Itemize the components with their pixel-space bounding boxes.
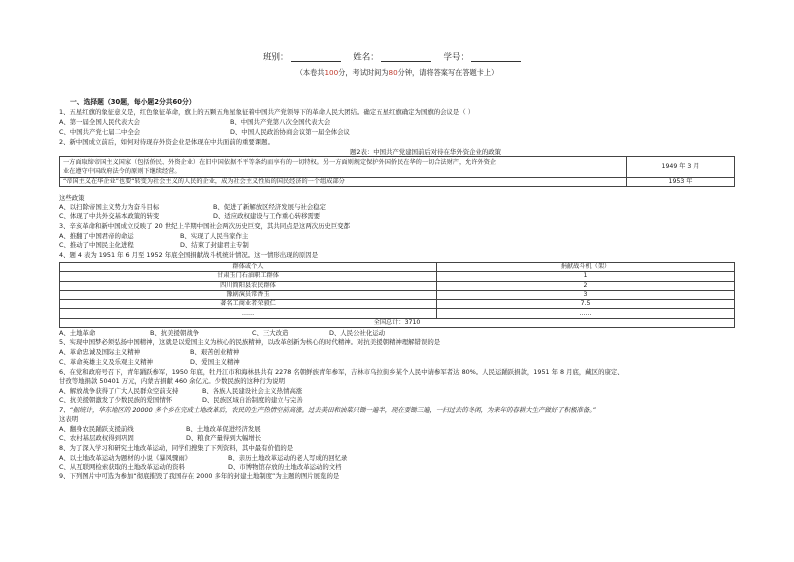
q2-stem: 2、新中国成立前后，如何对待现存外资企业是体现在中共面前的重要课题。 [59,138,274,146]
table-row [60,157,735,178]
q3-option-d[interactable]: D、结束了封建君主专制 [180,241,249,249]
q1-option-d[interactable]: D、中国人民政治协商会议第一届全体会议 [230,128,350,136]
table-row: 著名工商业者荣毅仁 7.5 [60,300,735,309]
q3-stem: 3、辛亥革命和新中国成立反映了 20 世纪上半期中国社会两次历史巨变，其共同点是这两次历史巨变都 [59,222,351,230]
table-row: 甘肃玉门石油职工群体 1 [60,272,735,281]
q7-option-a[interactable]: A、翻身农民踊跃支援前线 [59,425,134,433]
q1-option-b[interactable]: B、中国共产党第八次全国代表大会 [230,118,331,126]
q7-option-c[interactable]: C、农村基层政权得到巩固 [59,434,134,442]
q2-policy-table [59,156,735,187]
q4-option-d[interactable]: D、人民公社化运动 [329,329,386,337]
q7-option-d[interactable]: D、粮食产量得到大幅增长 [186,434,262,442]
q5-option-d[interactable]: D、爱国主义精神 [190,358,240,366]
table-row: …… …… [60,309,735,318]
q4-option-c[interactable]: C、三大改造 [252,329,289,337]
q2-row2-policy: “帝国主义在华企业”也要“转变为社会主义的人民的企业，成为社会主义性质的国民经济的一个组成部分 [60,178,627,187]
table-row [60,318,735,327]
q4-option-a[interactable]: A、土地革命 [59,329,96,337]
q2-option-b[interactable]: B、促进了新解放区经济发展与社会稳定 [213,203,327,211]
q4-col-planes: 捐献战斗机（架） [437,263,735,272]
q6-option-c[interactable]: C、抗美援朝激发了少数民族的爱国情怀 [59,396,173,404]
q8-stem: 8、为了深入学习和研究土地改革运动，同学们搜集了下列资料，其中最有价值的是 [59,444,294,452]
name-blank[interactable] [381,53,431,62]
exam-note: （本卷共100分，考试时间为80分钟，请将答案写在答题卡上） [295,68,499,77]
q4-total: 全国总计：3710 [60,318,735,327]
q8-option-b[interactable]: B、亲历土地改革运动的老人写成的回忆录 [228,454,348,462]
table-row: 豫剧演员常香玉 3 [60,290,735,299]
exam-minutes: 80 [388,68,398,77]
q6-option-b[interactable]: B、各族人民建设社会主义热情高涨 [202,387,303,395]
q6-option-a[interactable]: A、解放战争获得了广大人民群众空前支持 [59,387,179,395]
q2-option-c[interactable]: C、体现了中共外交基本政策的转变 [59,212,160,220]
q2-row1-policy: 一方面取缔帝国主义国家（包括侨民、外资企业）在旧中国依据不平等条约而享有的一切特权。另一方面则规定保护外国侨民在华的一切合法财产，允许外资企 业在遵守中国政府法令的原则下继续经营。 [60,157,627,178]
q1-option-a[interactable]: A、第一届全国人民代表大会 [59,118,141,126]
q6-option-d[interactable]: D、民族区域自治制度的建立与完善 [202,396,303,404]
q2-row2-date: 1953 年 [627,178,735,187]
q5-option-b[interactable]: B、艰苦创业精神 [190,348,240,356]
q2-tail: 这些政策 [59,194,85,202]
q1-stem: 1、五星红旗的象征意义是，红色象征革命，旗上的五颗五角星象征着中国共产党领导下的革命人民大团结。确定五星红旗确定为国旗的会议是（ ） [59,108,475,116]
student-info-line [0,53,794,62]
q3-option-b[interactable]: B、实现了人民当家作主 [180,232,249,240]
q4-stem: 4、题 4 表为 1951 年 6 月至 1952 年底全国捐献战斗机统计情况。这一情形出现的原因是 [59,251,319,259]
q5-option-a[interactable]: A、革命忠诚及国际主义精神 [59,348,141,356]
q8-option-a[interactable]: A、以土地改革运动为题材的小说《暴风骤雨》 [59,454,192,462]
total-score: 100 [324,68,339,77]
q1-option-c[interactable]: C、中国共产党七届二中全会 [59,128,141,136]
table-row [60,263,735,272]
q2-table-caption: 题2表：中国共产党建国前后对待在华外资企业的政策 [350,147,502,156]
name-label: 姓名： [353,52,379,63]
q4-option-b[interactable]: B、抗美援朝战争 [150,329,200,337]
section-title: 一、选择题（30题，每小题2分共60分） [70,98,196,106]
q9-stem: 9、下列图片中可选为参加“彻底摧毁了我国存在 2000 多年的封建土地制度”为主题的图片展览的是 [59,472,340,480]
table-row [60,178,735,187]
q2-option-d[interactable]: D、适应政权建设与工作重心转移需要 [213,212,321,220]
class-blank[interactable] [291,53,341,62]
id-label: 学号： [443,52,469,63]
q5-option-c[interactable]: C、革命英雄主义及乐观主义精神 [59,358,153,366]
q3-option-c[interactable]: C、推动了中国民主化进程 [59,241,134,249]
q3-option-a[interactable]: A、推翻了中国君帝的命运 [59,232,134,240]
table-row: 四川简阳县农民群体 2 [60,281,735,290]
class-label: 班别： [263,52,289,63]
q6-stem: 6、在党和政府号召下，青年踊跃参军，1950 年底，牡丹江市和海林县共有 2278 名朝鲜族青年参军，吉林市乌拉街乡某个人民中请参军者达 80%。人民运踊跃捐款，1951 年 8 月底，藏区的康定、 [59,368,624,376]
q7-stem: 7、“据统计，华东地区的 20000 多个乡在完成土地改革后，农民的生产热情空前高涨。过去美田和油菜只锄一遍半，现在要锄三遍，一扫过去的冬闲，为来年的春耕大生产做好了积极准备。” [59,406,596,414]
q7-stem-cont: 这表明 [59,415,79,423]
q2-row1-date: 1949 年 3 月 [627,157,735,178]
q2-option-a[interactable]: A、以扫除帝国主义势力为奋斗目标 [59,203,160,211]
q4-donation-table [59,262,735,328]
id-blank[interactable] [471,53,521,62]
q4-col-group: 群体或个人 [60,263,437,272]
q6-stem-cont: 甘孜等地捐款 50401 万元，内蒙古捐献 460 余亿元。少数民族的这种行为说明 [59,377,285,385]
q8-option-c[interactable]: C、从互联网检索获取的土地改革运动的资料 [59,463,185,471]
q7-option-b[interactable]: B、土地改革促进经济发展 [186,425,261,433]
q5-stem: 5、实现中国梦必须弘扬中国精神，这就是以爱国主义为核心的民族精神，以改革创新为核心的时代精神。对抗美援朝精神理解错误的是 [59,338,441,346]
q8-option-d[interactable]: D、市博物馆存放的土地改革运动的文档 [228,463,342,471]
